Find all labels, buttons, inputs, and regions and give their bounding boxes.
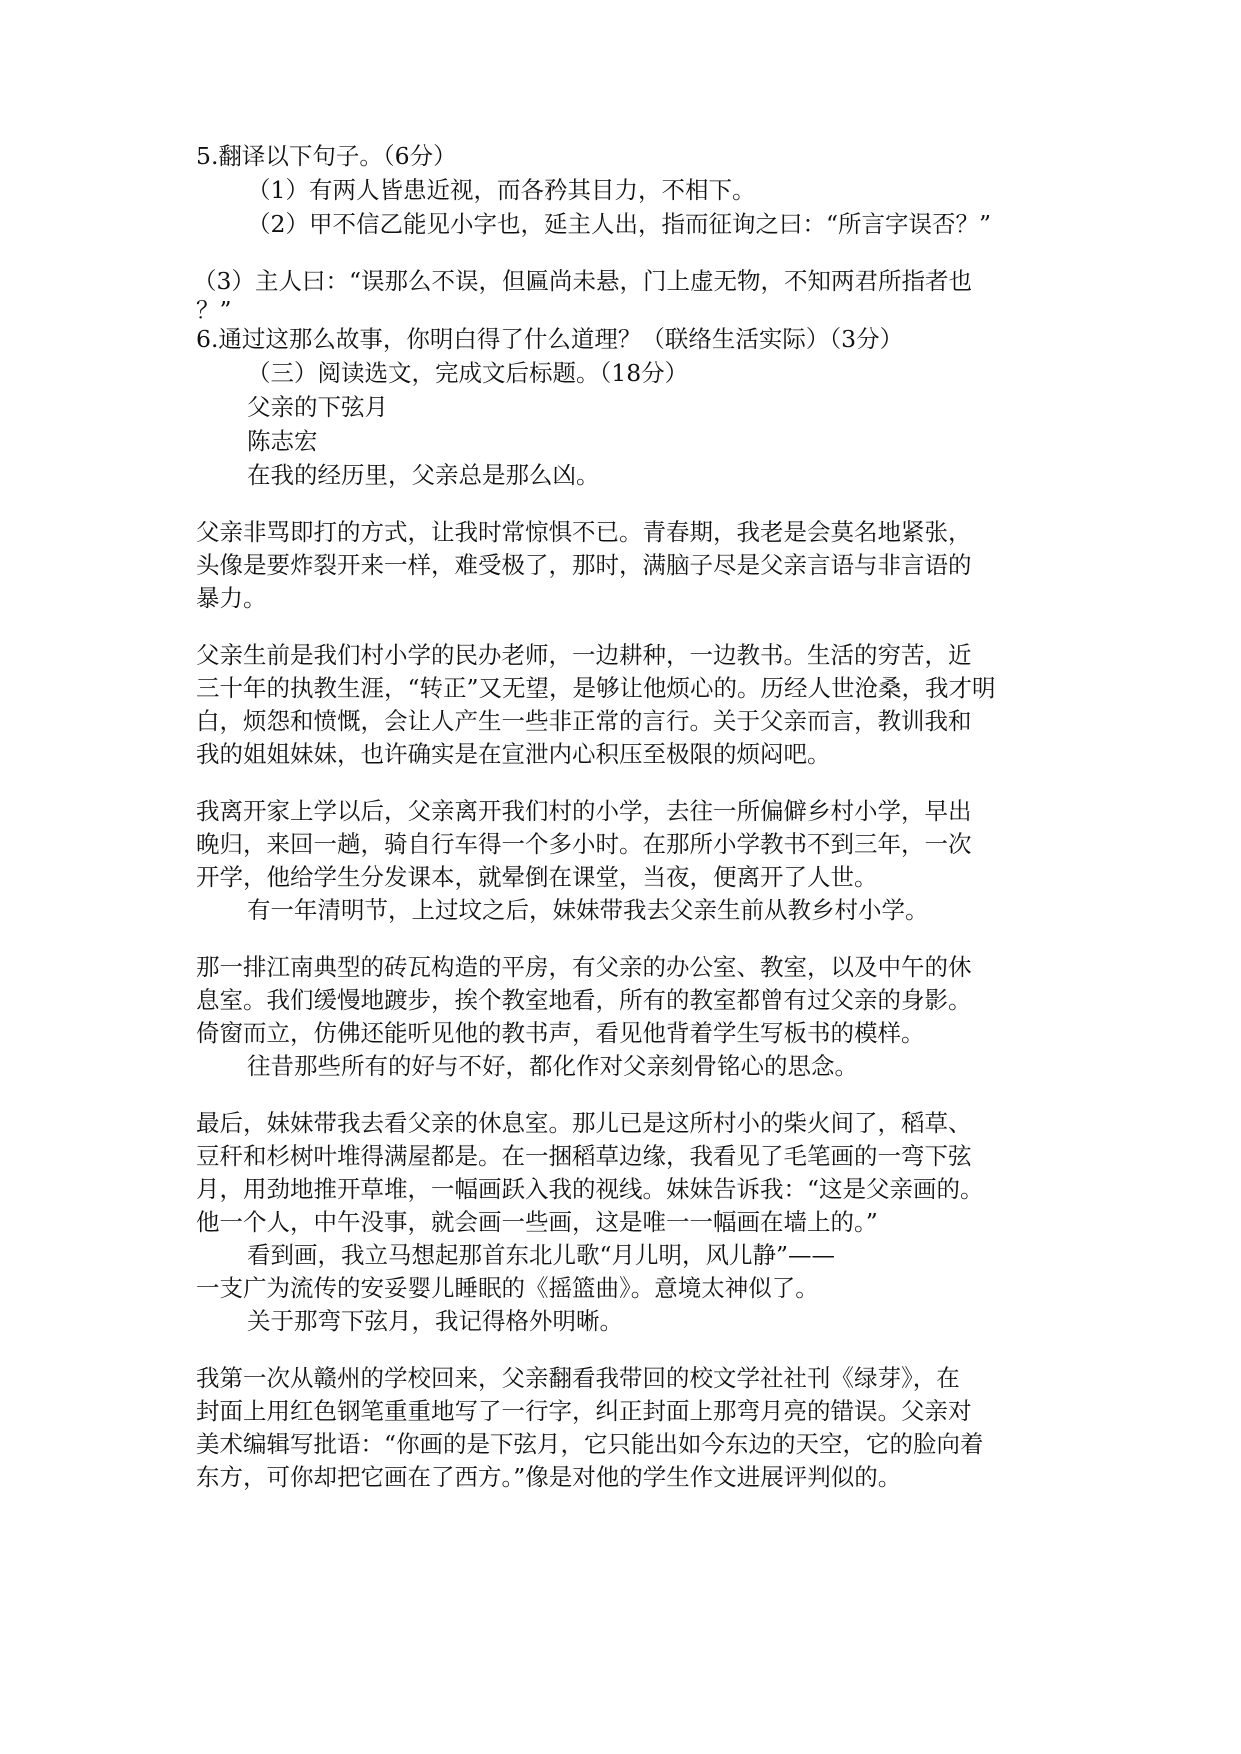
article-title: 父亲的下弦月 xyxy=(247,393,388,421)
paragraph-line: 看到画，我立马想起那首东北儿歌“月儿明，风儿静”—— xyxy=(247,1241,836,1269)
paragraph-line: 头像是要炸裂开来一样，难受极了，那时，满脑子尽是父亲言语与非言语的 xyxy=(196,551,972,579)
paragraph-line: 我离开家上学以后，父亲离开我们村的小学，去往一所偏僻乡村小学，早出 xyxy=(196,797,972,825)
paragraph-line: 在我的经历里，父亲总是那么凶。 xyxy=(247,461,600,489)
paragraph-line: 豆秆和杉树叶堆得满屋都是。在一捆稻草边缘，我看见了毛笔画的一弯下弦 xyxy=(196,1142,972,1170)
paragraph-line: 暴力。 xyxy=(196,584,267,612)
paragraph-line: 那一排江南典型的砖瓦构造的平房，有父亲的办公室、教室，以及中午的休 xyxy=(196,953,972,981)
paragraph-line: 父亲非骂即打的方式，让我时常惊惧不已。青春期，我老是会莫名地紧张， xyxy=(196,518,972,546)
paragraph-line: 他一个人，中午没事，就会画一些画，这是唯一一幅画在墙上的。” xyxy=(196,1208,878,1236)
paragraph-line: 月，用劲地推开草堆，一幅画跃入我的视线。妹妹告诉我：“这是父亲画的。 xyxy=(196,1175,984,1203)
article-author: 陈志宏 xyxy=(247,427,318,455)
paragraph-line: 东方，可你却把它画在了西方。”像是对他的学生作文进展评判似的。 xyxy=(196,1463,902,1491)
question-5-sentence-2: （2）甲不信乙能见小字也，延主人出，指而征询之曰：“所言字误否？” xyxy=(247,210,991,238)
paragraph-line: 往昔那些所有的好与不好，都化作对父亲刻骨铭心的思念。 xyxy=(247,1052,858,1080)
paragraph-line: 关于那弯下弦月，我记得格外明晰。 xyxy=(247,1307,623,1335)
paragraph-line: 倚窗而立，仿佛还能听见他的教书声，看见他背着学生写板书的模样。 xyxy=(196,1019,925,1047)
question-5-sentence-3: （3）主人曰：“误那么不误，但匾尚未悬，门上虚无物，不知两君所指者也 xyxy=(193,267,972,295)
question-5-sentence-1: （1）有两人皆患近视，而各矜其目力，不相下。 xyxy=(247,176,756,204)
question-5-sentence-3-continued: ？” xyxy=(196,296,232,324)
paragraph-line: 息室。我们缓慢地踱步，挨个教室地看，所有的教室都曾有过父亲的身影。 xyxy=(196,986,972,1014)
paragraph-line: 我第一次从赣州的学校回来，父亲翻看我带回的校文学社社刊《绿芽》，在 xyxy=(196,1364,960,1392)
paragraph-line: 封面上用红色钢笔重重地写了一行字，纠正封面上那弯月亮的错误。父亲对 xyxy=(196,1397,972,1425)
paragraph-line: 我的姐姐妹妹，也许确实是在宣泄内心积压至极限的烦闷吧。 xyxy=(196,740,831,768)
paragraph-line: 一支广为流传的安妥婴儿睡眠的《摇篮曲》。意境太神似了。 xyxy=(196,1274,819,1302)
question-5-title: 5.翻译以下句子。（6分） xyxy=(196,142,457,170)
section-3-heading: （三）阅读选文，完成文后标题。（18分） xyxy=(247,359,689,387)
paragraph-line: 最后，妹妹带我去看父亲的休息室。那儿已是这所村小的柴火间了，稻草、 xyxy=(196,1109,972,1137)
paragraph-line: 父亲生前是我们村小学的民办老师，一边耕种，一边教书。生活的穷苦，近 xyxy=(196,641,972,669)
paragraph-line: 白，烦怨和愤慨，会让人产生一些非正常的言行。关于父亲而言，教训我和 xyxy=(196,707,972,735)
paragraph-line: 晚归，来回一趟，骑自行车得一个多小时。在那所小学教书不到三年，一次 xyxy=(196,830,972,858)
paragraph-line: 有一年清明节，上过坟之后，妹妹带我去父亲生前从教乡村小学。 xyxy=(247,896,929,924)
paragraph-line: 三十年的执教生涯，“转正”又无望，是够让他烦心的。历经人世沧桑，我才明 xyxy=(196,674,996,702)
paragraph-line: 美术编辑写批语：“你画的是下弦月，它只能出如今东边的天空，它的脸向着 xyxy=(196,1430,984,1458)
paragraph-line: 开学，他给学生分发课本，就晕倒在课堂，当夜，便离开了人世。 xyxy=(196,863,878,891)
question-6: 6.通过这那么故事，你明白得了什么道理？（联络生活实际）（3分） xyxy=(196,325,904,353)
